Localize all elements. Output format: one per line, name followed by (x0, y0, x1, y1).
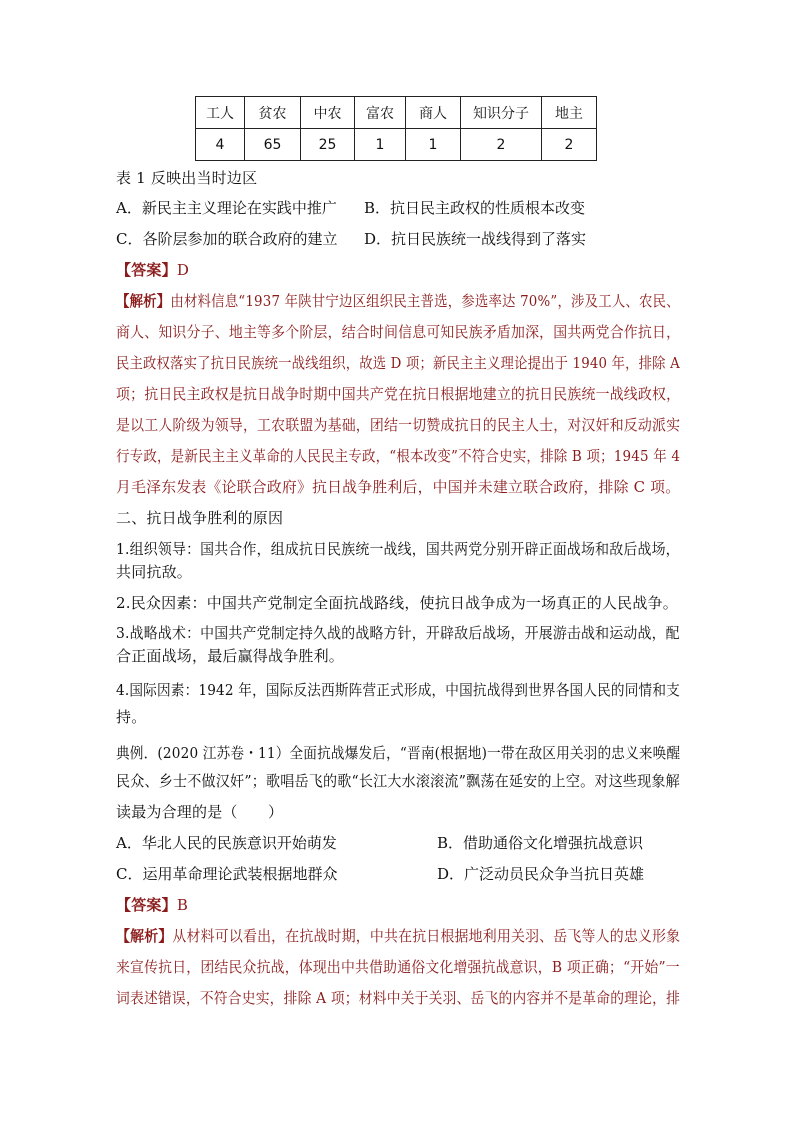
section-text: 2.民众因素：中国共产党制定全面抗战路线，使抗日战争成为一场真正的人民战争。 (116, 594, 678, 612)
table-header-cell: 富农 (355, 97, 406, 129)
analysis-text: 由材料信息“1937 年陕甘宁边区组织民主普选，参选率达 70%”，涉及工人、农民、 (170, 292, 680, 310)
table-cell: 1 (406, 129, 461, 161)
section-title: 二、抗日战争胜利的原因 (116, 509, 284, 527)
question-stem: 典例．(2020 江苏卷・11）全面抗战爆发后，“晋南(根据地)一带在敌区用关羽的忠义来唤醒 (116, 744, 681, 762)
answer-line (116, 260, 189, 280)
analysis-text: 从材料可以看出，在抗战时期，中共在抗日根据地利用关羽、岳飞等人的忠义形象 (172, 927, 681, 945)
table-cell: 65 (245, 129, 301, 161)
option-a: A．新民主主义理论在实践中推广 (116, 199, 337, 217)
answer-value: B (176, 896, 189, 914)
answer-tag: 【答案】 (116, 896, 177, 914)
option-d: D．抗日民族统一战线得到了落实 (364, 230, 587, 248)
answer-line (116, 895, 188, 915)
population-table (195, 96, 597, 161)
table-header-cell: 工人 (196, 97, 245, 129)
option-b: B．借助通俗文化增强抗战意识 (437, 834, 644, 852)
analysis-text: 项；抗日民主政权是抗日战争时期中国共产党在抗日根据地建立的抗日民族统一战线政权， (116, 385, 681, 403)
table-cell: 25 (301, 129, 355, 161)
answer-value: D (176, 261, 190, 279)
option-b: B．抗日民主政权的性质根本改变 (364, 199, 586, 217)
table-header-cell: 中农 (301, 97, 355, 129)
analysis-line (116, 291, 680, 311)
analysis-text: 是以工人阶级为领导，工农联盟为基础，团结一切赞成抗日的民主人士，对汉奸和反动派实 (116, 416, 681, 434)
table-header-cell: 地主 (542, 97, 597, 129)
option-d: D．广泛动员民众争当抗日英雄 (437, 865, 645, 883)
section-text: 合正面战场，最后赢得战争胜利。 (116, 647, 345, 665)
section-text: 3.战略战术：中国共产党制定持久战的战略方针，开辟敌后战场，开展游击战和运动战，配 (116, 624, 680, 642)
analysis-line (116, 926, 680, 946)
analysis-text: 月毛泽东发表《论联合政府》抗日战争胜利后，中国并未建立联合政府，排除 C 项。 (116, 478, 681, 496)
table-header-cell: 商人 (406, 97, 461, 129)
table-cell: 2 (542, 129, 597, 161)
option-c: C．运用革命理论武装根据地群众 (116, 865, 338, 883)
table-header-cell: 贫农 (245, 97, 301, 129)
table-header-cell: 知识分子 (461, 97, 542, 129)
option-a: A．华北人民的民族意识开始萌发 (116, 834, 337, 852)
analysis-text: 词表述错误，不符合史实，排除 A 项；材料中关于关羽、岳飞的内容并不是革命的理论，排 (116, 989, 681, 1007)
table-cell: 1 (355, 129, 406, 161)
analysis-tag: 【解析】 (116, 292, 171, 310)
analysis-text: 商人、知识分子、地主等多个阶层，结合时间信息可知民族矛盾加深，国共两党合作抗日， (116, 323, 681, 341)
question-stem: 读最为合理的是（ ） (116, 803, 284, 821)
section-text: 共同抗敌。 (116, 563, 193, 581)
analysis-text: 来宣传抗日，团结民众抗战，体现出中共借助通俗文化增强抗战意识，B 项正确；“开始”一 (116, 958, 680, 976)
table-row (196, 129, 597, 161)
question-stem: 民众、乡士不做汉奸”；歌唱岳飞的歌“长江大水滚滚流”飘荡在延安的上空。对这些现象解 (116, 772, 680, 790)
table-cell: 4 (196, 129, 245, 161)
table-header-row (196, 97, 597, 129)
section-text: 持。 (116, 708, 147, 726)
analysis-tag: 【解析】 (116, 927, 173, 945)
answer-tag: 【答案】 (116, 261, 177, 279)
analysis-text: 民主政权落实了抗日民族统一战线组织，故选 D 项；新民主主义理论提出于 1940 年，排除 A (116, 354, 680, 372)
section-text: 1.组织领导：国共合作，组成抗日民族统一战线，国共两党分别开辟正面战场和敌后战场， (116, 540, 680, 558)
table-cell: 2 (461, 129, 542, 161)
question-stem: 表 1 反映出当时边区 (116, 169, 258, 187)
option-c: C．各阶层参加的联合政府的建立 (116, 230, 338, 248)
analysis-text: 行专政，是新民主主义革命的人民民主专政，“根本改变”不符合史实，排除 B 项；1945 年 4 (116, 447, 681, 465)
section-text: 4.国际因素：1942 年，国际反法西斯阵营正式形成，中国抗战得到世界各国人民的同情和支 (116, 681, 680, 699)
